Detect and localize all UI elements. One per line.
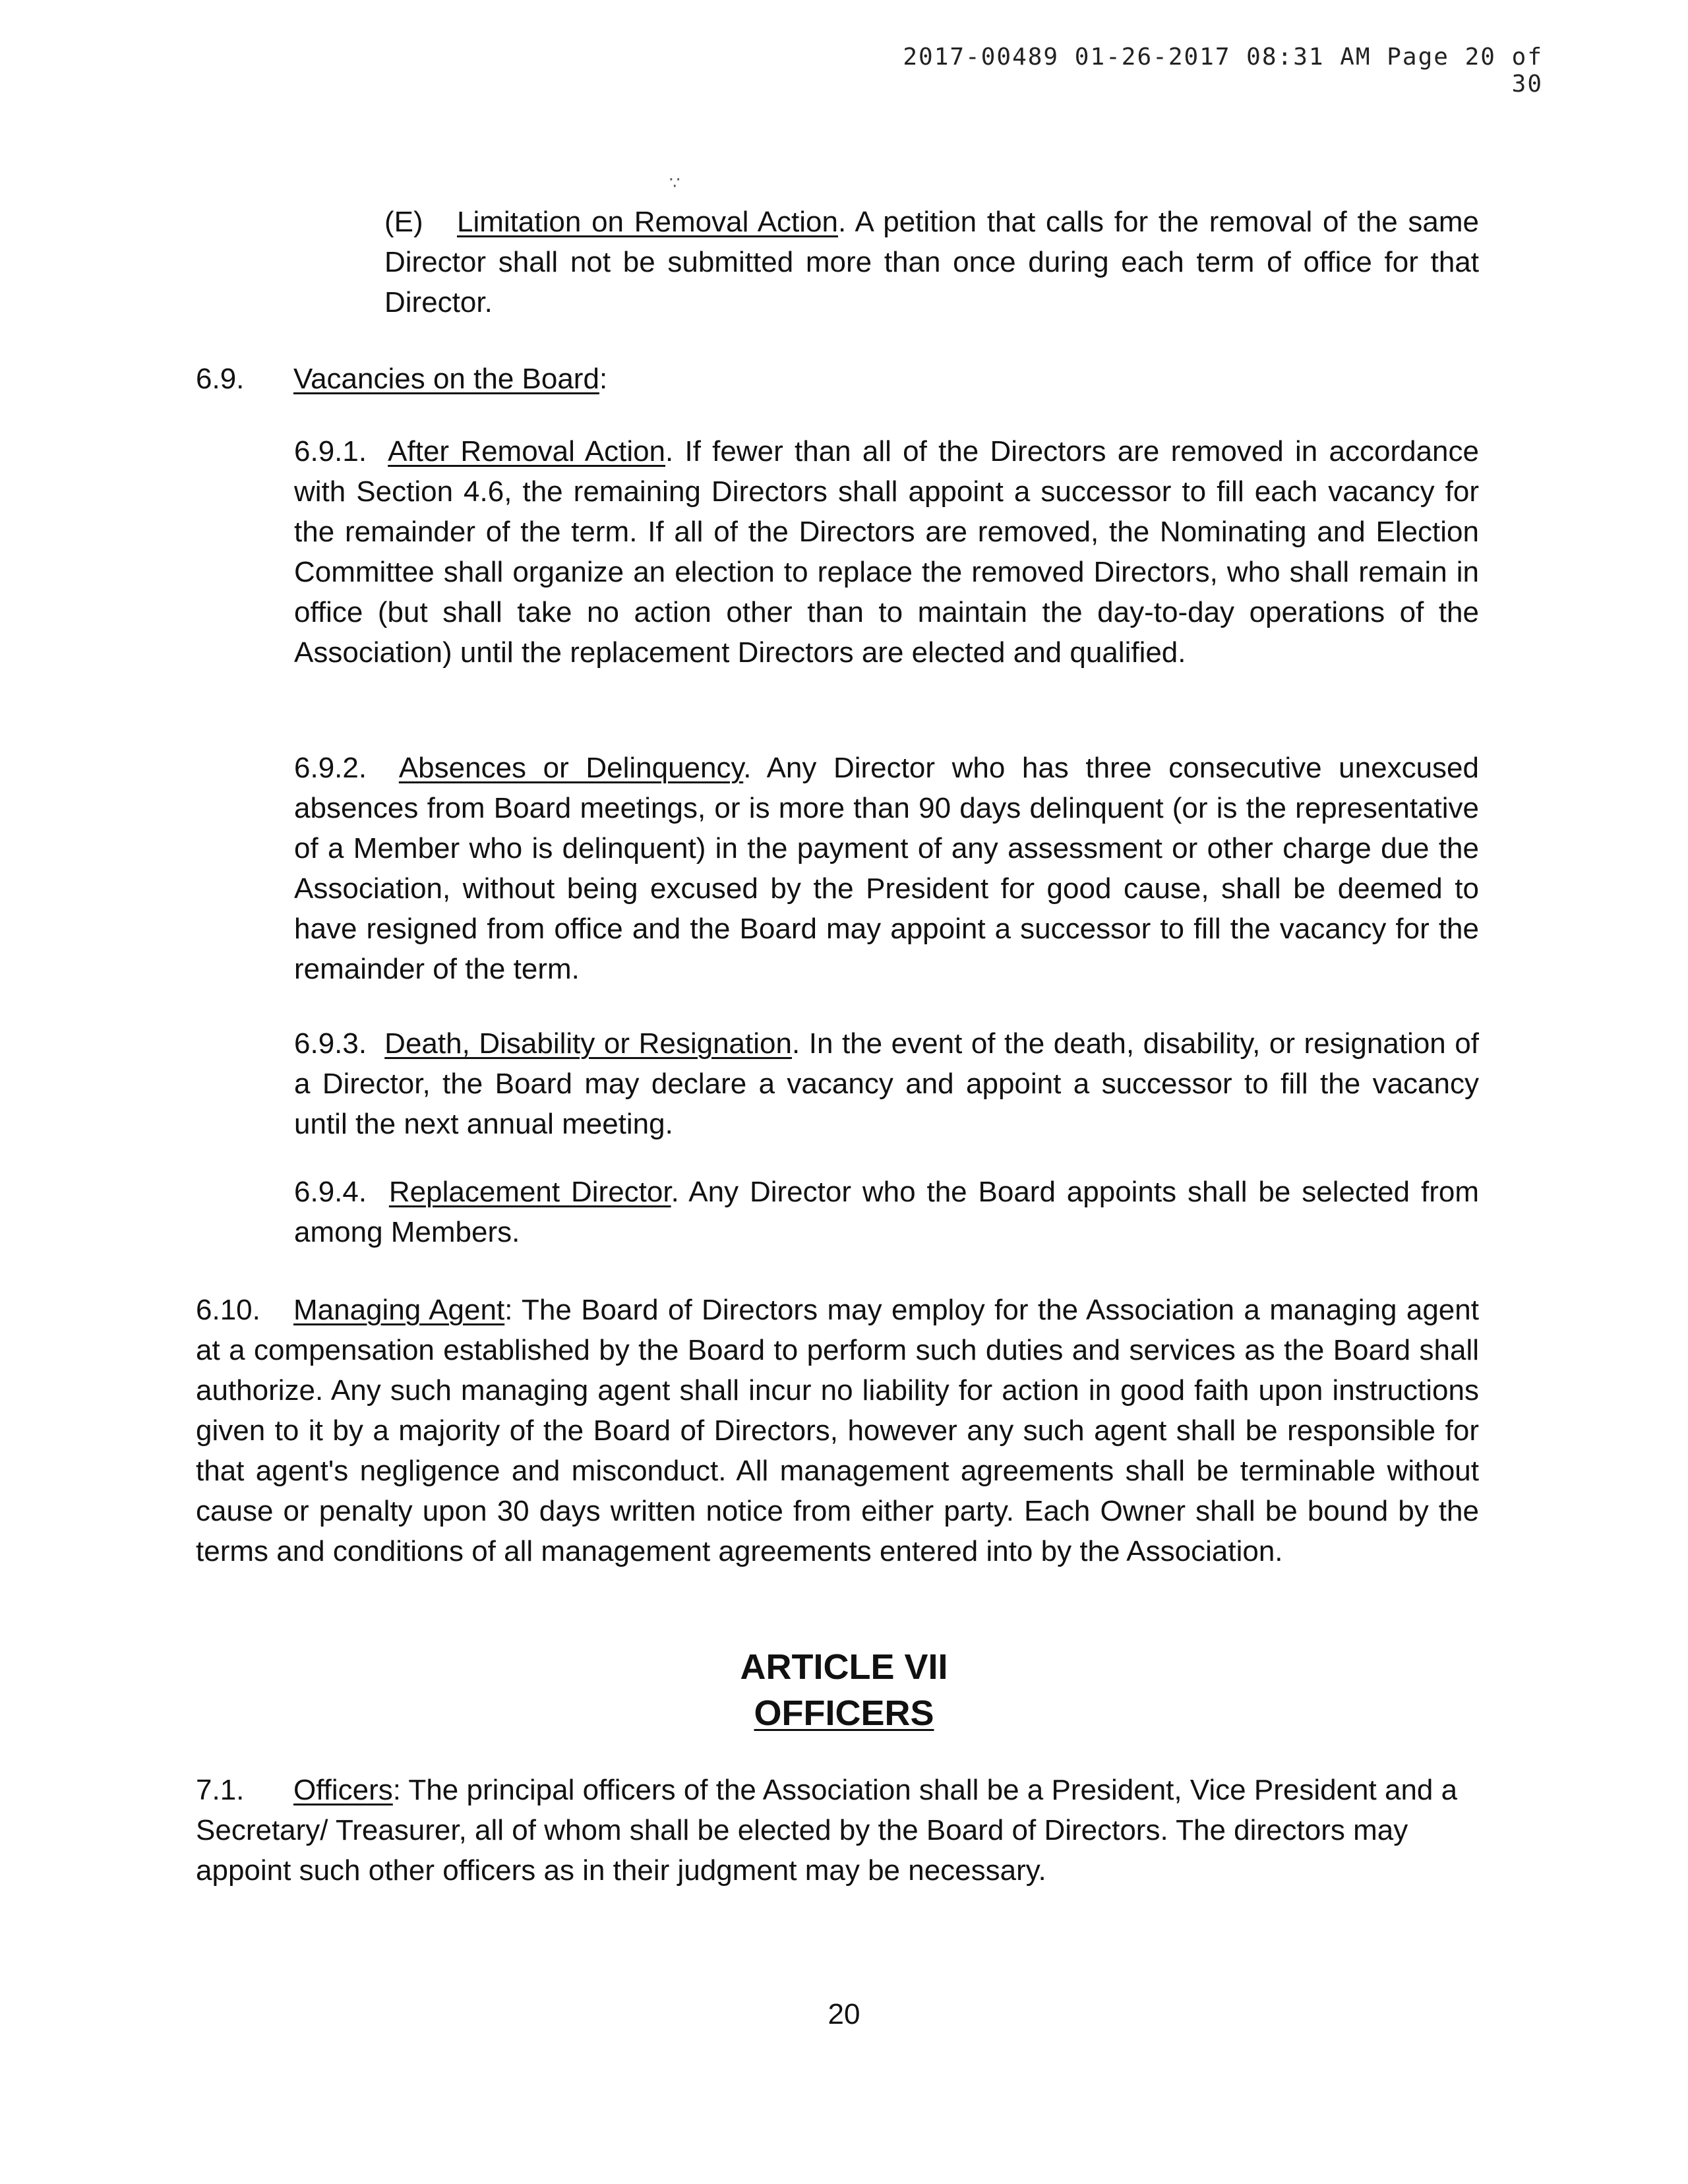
heading-vacancies <box>196 359 1449 399</box>
paragraph-managing-agent <box>196 1290 1479 1571</box>
paragraph-officers <box>196 1770 1479 1891</box>
paragraph-after-removal <box>294 431 1479 673</box>
section-body: . In the event of the death, disability, or resignation of a Director, the Board may declare a vacancy and appoint a successor to fill the vacancy until the next annual meeting. <box>294 1027 1480 1140</box>
page-number: 20 <box>828 1998 860 2030</box>
section-title: Limitation on Removal Action <box>457 206 838 238</box>
section-body: . A petition that calls for the removal of the same Director shall not be submitted more than once during each term of office for that Director. <box>384 206 1480 318</box>
section-title: Managing Agent <box>293 1294 505 1326</box>
paragraph-replacement-director <box>294 1172 1479 1252</box>
section-title: Absences or Delinquency <box>398 752 744 784</box>
section-title: Officers <box>293 1774 393 1806</box>
section-body: : The Board of Directors may employ for the Association a managing agent at a compensation established by the Board to perform such duties and services as the Board shall authorize. Any such managing agent shall incur no liability for action in good faith upon instructions given to it by a majority of the Board of Directors, however any such agent shall be responsible for that agent's negligence and misconduct. All management agreements shall be terminable without cause or penalty upon 30 days written notice from either party. Each Owner shall be bound by the terms and conditions of all management agreements entered into by the Association. <box>196 1294 1479 1567</box>
article-title-text: OFFICERS <box>754 1693 934 1733</box>
fax-header-stamp: 2017-00489 01-26-2017 08:31 AM Page 20 of 30 <box>903 44 1543 98</box>
article-title <box>0 1693 1688 1733</box>
paragraph-absences <box>294 748 1479 989</box>
section-title: Vacancies on the Board <box>293 363 599 395</box>
section-number: 6.9.4. <box>294 1176 367 1208</box>
section-body: . Any Director who the Board appoints shall be selected from among Members. <box>294 1176 1479 1248</box>
section-title: Death, Disability or Resignation <box>384 1027 792 1060</box>
paragraph-limitation-removal <box>384 202 1479 322</box>
section-number: (E) <box>384 206 423 238</box>
section-suffix: : <box>599 363 608 395</box>
section-number: 6.9. <box>196 363 245 395</box>
article-label: ARTICLE VII <box>740 1647 948 1687</box>
paragraph-death-disability <box>294 1023 1479 1144</box>
section-title: After Removal Action <box>388 435 666 468</box>
scan-mark: ∵ <box>669 173 680 193</box>
section-body: . If fewer than all of the Directors are removed in accordance with Section 4.6, the remaining Directors shall appoint a successor to fill each vacancy for the remainder of the term. If all of the Directors are removed, the Nominating and Election Committee shall organize an election to replace the removed Directors, who shall remain in office (but shall take no action other than to maintain the day-to-day operations of the Association) until the replacement Directors are elected and qualified. <box>294 435 1479 669</box>
section-number: 6.9.2. <box>294 752 367 784</box>
section-number: 6.9.1. <box>294 435 367 468</box>
section-body: : The principal officers of the Association shall be a President, Vice President and a Secretary/ Treasurer, all of whom shall be elected by the Board of Directors. The directors may appoint such other officers as in their judgment may be necessary. <box>196 1774 1458 1887</box>
section-number: 6.9.3. <box>294 1027 367 1060</box>
section-title: Replacement Director <box>388 1176 671 1208</box>
section-body: . Any Director who has three consecutive unexcused absences from Board meetings, or is more than 90 days delinquent (or is the representative of a Member who is delinquent) in the payment of any assessment or other charge due the Association, without being excused by the President for good cause, shall be deemed to have resigned from office and the Board may appoint a successor to fill the vacancy for the remainder of the term. <box>294 752 1479 985</box>
section-number: 7.1. <box>196 1774 245 1806</box>
section-number: 6.10. <box>196 1294 260 1326</box>
